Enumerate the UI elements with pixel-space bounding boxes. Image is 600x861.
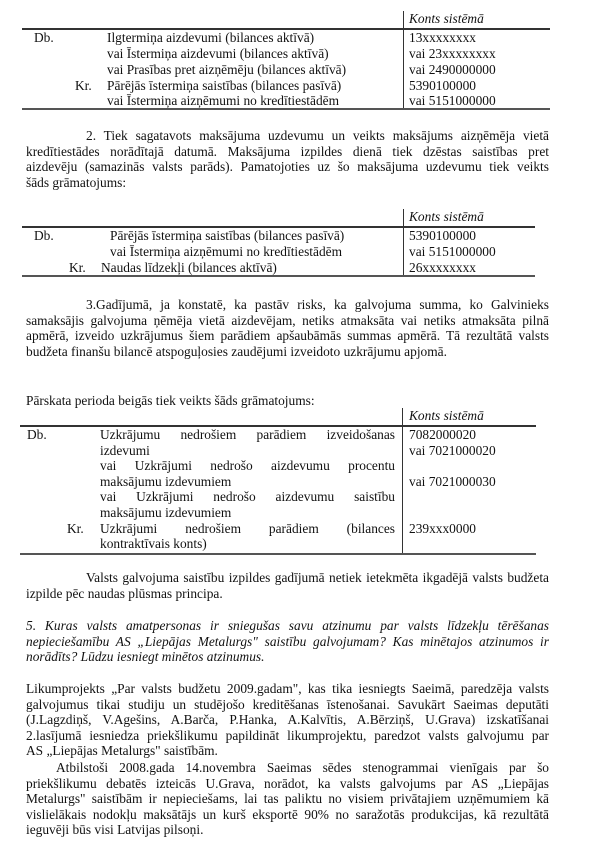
question-line: norādīts? Lūdzu iesniegt minētos atzinumus. bbox=[26, 649, 265, 665]
table2-row-text: Naudas līdzekļi (bilances aktīvā) bbox=[101, 260, 277, 275]
paragraph-3 bbox=[26, 297, 549, 359]
text-line: vai Uzkrājumi nedrošo aizdevumu procentu bbox=[100, 458, 395, 474]
answer-paragraph-2 bbox=[26, 760, 549, 838]
paragraph-2 bbox=[26, 128, 549, 190]
paragraph-line: 2. Tiek sagatavots maksājuma uzdevumu un veikts maksājums aizņēmēja vietā bbox=[86, 128, 549, 143]
text-line: Uzkrājumi nedrošiem parādiem (bilances bbox=[100, 520, 395, 536]
table1-column-divider bbox=[403, 11, 404, 109]
question-5 bbox=[26, 618, 549, 665]
table3-bottom-rule bbox=[20, 553, 536, 555]
paragraph-line: šāds grāmatojums: bbox=[26, 174, 127, 190]
table3-column-divider bbox=[402, 408, 403, 554]
table1-row-account: 13xxxxxxxx bbox=[409, 30, 476, 45]
paragraph-line: izpilde pēc naudas plūsmas principa. bbox=[26, 585, 223, 601]
text-line: maksājumu izdevumiem bbox=[100, 504, 232, 520]
paragraph-line: AS „Liepājas Metalurgs" saistībām. bbox=[26, 743, 218, 759]
paragraph-line: Metalurgs" saistībām ir nepieciešams, lai tas paliktu no visiem privātajiem uzņēmumiem kā bbox=[26, 791, 549, 807]
table1-row-account: 5390100000 bbox=[409, 78, 476, 93]
paragraph-line: galvojumus tikai studiju un studējošo kreditēšanas īstenošanai. Savukārt Saeimas deputāti bbox=[26, 696, 549, 712]
table2-row-account: 5390100000 bbox=[409, 228, 476, 243]
table1-row-text: Pārējās īstermiņa saistības (bilances pasīvā) bbox=[107, 78, 342, 93]
table2-header-account: Konts sistēmā bbox=[409, 209, 484, 224]
table3-row-account: vai 7021000030 bbox=[409, 474, 496, 489]
table1-row-text: vai Īstermiņa aizdevumi (bilances aktīvā) bbox=[107, 46, 329, 61]
paragraph-line: budžeta finanšu bilancē atspoguļosies zaudējumi izveidoto uzkrājumu apjomā. bbox=[26, 343, 447, 359]
paragraph-line: Atbilstoši 2008.gada 14.novembra Saeimas sēdes stenogrammai vienīgais par šo bbox=[56, 760, 549, 775]
table2-row-text: Pārējās īstermiņa saistības (bilances pasīvā) bbox=[110, 228, 345, 243]
paragraph-line: (J.Lagzdiņš, V.Agešins, A.Barča, P.Hanka, A.Kalvītis, A.Bērziņš, U.Grava) izskatīšanai bbox=[26, 712, 549, 728]
table3-row-account: 7082000020 bbox=[409, 427, 476, 442]
table1-row-text: Ilgtermiņa aizdevumi (bilances aktīvā) bbox=[107, 30, 315, 45]
paragraph-line: apmērā, izveido uzkrājumus šiem parādiem apšaubāmās summas apmērā. Tā rezultātā valsts bbox=[26, 328, 549, 344]
paragraph-line: samaksājis galvojuma ņēmēja vietā aizdevējam, netiks atmaksāta vai netiks atmaksāta pilnā bbox=[26, 312, 549, 328]
table2-row-text: vai Īstermiņa aizņēmumi no kredītiestādēm bbox=[110, 244, 343, 259]
table2-row-account: 26xxxxxxxx bbox=[409, 260, 476, 275]
table3-header-account: Konts sistēmā bbox=[409, 408, 484, 423]
text-line: Uzkrājumu nedrošiem parādiem izveidošanas bbox=[100, 427, 395, 442]
question-line: nepieciešamību AS „Liepājas Metalurgs" saistību galvojumam? Kas minētajos atzinumos ir bbox=[26, 633, 549, 649]
table2-row-account: vai 5151000000 bbox=[409, 244, 496, 259]
question-line: 5. Kuras valsts amatpersonas ir sniegušas savu atzinumu par valsts līdzekļu tērēšanas bbox=[26, 618, 549, 633]
table3-side-db: Db. bbox=[27, 427, 47, 442]
table3-row-text bbox=[100, 427, 395, 552]
table3-side-kr: Kr. bbox=[67, 521, 84, 536]
table1-row-account: vai 23xxxxxxxx bbox=[409, 46, 496, 61]
period-end-intro: Pārskata perioda beigās tiek veikts šāds grāmatojums: bbox=[26, 393, 315, 408]
paragraph-line: Valsts galvojuma saistību izpildes gadījumā netiek ietekmēta ikgadējā valsts budžeta bbox=[86, 570, 549, 585]
paragraph-line: priekšlikumu debatēs izteicās U.Grava, norādot, ka valsts galvojums par AS „Liepājas bbox=[26, 775, 549, 791]
table1-side-kr: Kr. bbox=[75, 78, 92, 93]
text-line: kontraktīvais konts) bbox=[100, 536, 207, 552]
paragraph-line: kredītiestādes norādītajā datumā. Maksājuma izpildes dienā tiek dzēstas saistības pret bbox=[26, 143, 549, 159]
text-line: vai Uzkrājumi nedrošo aizdevumu saistību bbox=[100, 489, 395, 505]
table1-header-account: Konts sistēmā bbox=[409, 11, 484, 26]
table1-row-account: vai 5151000000 bbox=[409, 93, 496, 108]
table2-side-db: Db. bbox=[34, 228, 54, 243]
table2-column-divider bbox=[403, 209, 404, 276]
table1-row-text: vai Īstermiņa aizņēmumi no kredītiestādēm bbox=[107, 93, 340, 108]
paragraph-line: 2.lasījumā iesniedza priekšlikumu papildināt likumprojektu, paredzot valsts galvojumu par bbox=[26, 727, 549, 743]
table3-row-account: 239xxx0000 bbox=[409, 521, 476, 536]
paragraph-line: vislielākais nodokļu maksātājs un kurš eksportē 90% no saražotās produkcijas, kā rezultātā bbox=[26, 806, 549, 822]
answer-paragraph-1 bbox=[26, 681, 549, 759]
paragraph-line: Likumprojekts „Par valsts budžetu 2009.gadam", kas tika iesniegts Saeimā, paredzēja valsts bbox=[26, 681, 549, 696]
paragraph-4 bbox=[26, 570, 549, 601]
table3-row-account: vai 7021000020 bbox=[409, 443, 496, 458]
paragraph-line: 3.Gadījumā, ja konstatē, ka pastāv risks, ka galvojuma summa, ko Galvinieks bbox=[86, 297, 549, 312]
table1-row-text: vai Prasības pret aizņēmēju (bilances aktīvā) bbox=[107, 62, 347, 77]
paragraph-line: ieguvēji būs visi Latvijas pilsoņi. bbox=[26, 822, 204, 838]
table1-side-db: Db. bbox=[34, 30, 54, 45]
text-line: izdevumi bbox=[100, 442, 150, 458]
text-line: maksājumu izdevumiem bbox=[100, 473, 232, 489]
table1-row-account: vai 2490000000 bbox=[409, 62, 496, 77]
paragraph-line: aizdevēju (samazinās valsts parāds). Pamatojoties uz šo maksājuma uzdevumu tiek veikts bbox=[26, 159, 549, 175]
table2-side-kr: Kr. bbox=[69, 260, 86, 275]
